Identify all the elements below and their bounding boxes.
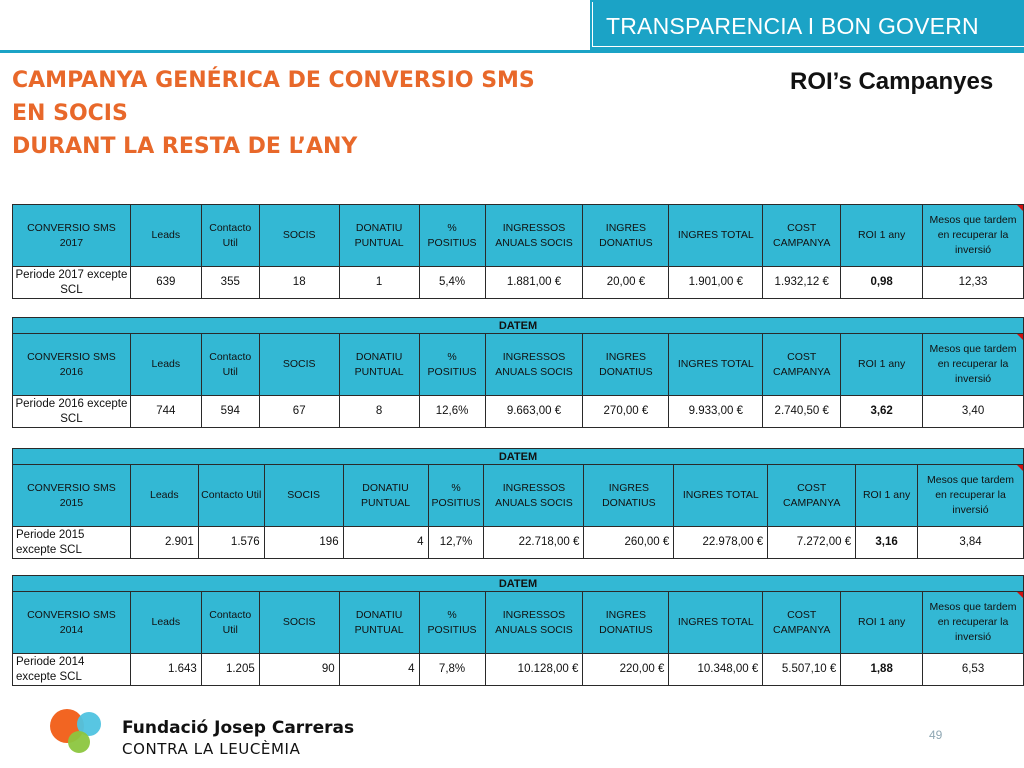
value-cell: 1.932,12 € [763, 267, 841, 299]
header-cell: CONVERSIO SMS 2017 [13, 205, 131, 267]
header-cell: COST CAMPANYA [763, 334, 841, 396]
header-cell: Mesos que tardem en recuperar la inversió [923, 592, 1024, 654]
value-cell: 1.881,00 € [485, 267, 583, 299]
header-cell: INGRES TOTAL [674, 465, 768, 527]
value-cell: 9.933,00 € [669, 396, 763, 428]
datem-row [13, 449, 1024, 465]
datem-row [13, 318, 1024, 334]
value-cell: 260,00 € [584, 527, 674, 559]
value-cell: 355 [201, 267, 259, 299]
value-cell: 1.205 [201, 654, 259, 686]
roi-table-2014 [12, 575, 1024, 686]
table-row [13, 654, 1024, 686]
value-cell: 22.718,00 € [484, 527, 584, 559]
org-name-line-1: Fundació Josep Carreras [122, 718, 355, 738]
header-cell: Mesos que tardem en recuperar la inversió [918, 465, 1024, 527]
org-name-line-2: CONTRA LA LEUCÈMIA [122, 740, 301, 758]
header-cell: CONVERSIO SMS 2016 [13, 334, 131, 396]
value-cell: 3,40 [923, 396, 1024, 428]
value-cell: 10.128,00 € [485, 654, 583, 686]
header-cell: INGRES DONATIUS [583, 334, 669, 396]
value-cell: 12,33 [923, 267, 1024, 299]
header-cell: DONATIU PUNTUAL [343, 465, 428, 527]
roi-value-cell: 3,16 [856, 527, 918, 559]
header-cell: Contacto Util [201, 205, 259, 267]
header-cell: SOCIS [259, 334, 339, 396]
header-cell: Mesos que tardem en recuperar la inversió [923, 334, 1024, 396]
table-header-row [13, 205, 1024, 267]
roi-table-2015 [12, 448, 1024, 559]
value-cell: 1.643 [130, 654, 201, 686]
page-number: 49 [929, 728, 943, 742]
value-cell: 12,6% [419, 396, 485, 428]
value-cell: 196 [264, 527, 343, 559]
header-cell: INGRES TOTAL [669, 205, 763, 267]
value-cell: 20,00 € [583, 267, 669, 299]
header-cell: Leads [130, 465, 198, 527]
header-cell: Contacto Util [198, 465, 264, 527]
table-header-row [13, 592, 1024, 654]
value-cell: 7,8% [419, 654, 485, 686]
table-row [13, 527, 1024, 559]
header-cell: Leads [130, 205, 201, 267]
value-cell: 2.740,50 € [763, 396, 841, 428]
datem-label: DATEM [13, 318, 1024, 334]
roi-value-cell: 0,98 [841, 267, 923, 299]
header-cell: % POSITIUS [419, 205, 485, 267]
value-cell: 5.507,10 € [763, 654, 841, 686]
header-cell: Contacto Util [201, 592, 259, 654]
roi-value-cell: 3,62 [841, 396, 923, 428]
header-cell: SOCIS [259, 592, 339, 654]
period-cell: Periode 2017 excepte SCL [13, 267, 131, 299]
header-cell: INGRES DONATIUS [584, 465, 674, 527]
value-cell: 639 [130, 267, 201, 299]
header-cell: % POSITIUS [419, 592, 485, 654]
header-cell: Contacto Util [201, 334, 259, 396]
roi-table-2017 [12, 204, 1024, 299]
header-rule [0, 50, 590, 53]
header-band [590, 0, 1024, 53]
value-cell: 220,00 € [583, 654, 669, 686]
header-cell: SOCIS [259, 205, 339, 267]
header-cell: SOCIS [264, 465, 343, 527]
header-cell: INGRESSOS ANUALS SOCIS [484, 465, 584, 527]
header-cell: INGRES TOTAL [669, 334, 763, 396]
header-cell: COST CAMPANYA [763, 205, 841, 267]
header-cell: INGRESSOS ANUALS SOCIS [485, 592, 583, 654]
value-cell: 744 [130, 396, 201, 428]
roi-heading: ROI’s Campanyes [790, 68, 994, 95]
value-cell: 10.348,00 € [669, 654, 763, 686]
header-cell: INGRES DONATIUS [583, 205, 669, 267]
value-cell: 594 [201, 396, 259, 428]
datem-row [13, 576, 1024, 592]
datem-label: DATEM [13, 576, 1024, 592]
header-cell: INGRESSOS ANUALS SOCIS [485, 205, 583, 267]
value-cell: 7.272,00 € [768, 527, 856, 559]
fundacio-logo-icon [48, 707, 106, 755]
period-cell: Periode 2016 excepte SCL [13, 396, 131, 428]
value-cell: 2.901 [130, 527, 198, 559]
header-cell: % POSITIUS [419, 334, 485, 396]
roi-value-cell: 1,88 [841, 654, 923, 686]
header-cell: DONATIU PUNTUAL [339, 592, 419, 654]
roi-table-2016 [12, 317, 1024, 428]
table-row [13, 267, 1024, 299]
header-cell: CONVERSIO SMS 2014 [13, 592, 131, 654]
value-cell: 12,7% [428, 527, 484, 559]
header-cell: Mesos que tardem en recuperar la inversió [923, 205, 1024, 267]
org-name [122, 718, 354, 758]
header-cell: % POSITIUS [428, 465, 484, 527]
header-cell: INGRES TOTAL [669, 592, 763, 654]
slide-title [12, 64, 535, 163]
slide-title-line-3: DURANT LA RESTA DE L’ANY [12, 134, 358, 159]
value-cell: 18 [259, 267, 339, 299]
period-cell: Periode 2014 excepte SCL [13, 654, 131, 686]
value-cell: 5,4% [419, 267, 485, 299]
header-cell: CONVERSIO SMS 2015 [13, 465, 131, 527]
header-cell: ROI 1 any [841, 334, 923, 396]
value-cell: 3,84 [918, 527, 1024, 559]
value-cell: 4 [343, 527, 428, 559]
header-cell: COST CAMPANYA [768, 465, 856, 527]
value-cell: 90 [259, 654, 339, 686]
value-cell: 22.978,00 € [674, 527, 768, 559]
slide-title-line-2: EN SOCIS [12, 101, 128, 126]
value-cell: 1 [339, 267, 419, 299]
value-cell: 4 [339, 654, 419, 686]
value-cell: 9.663,00 € [485, 396, 583, 428]
value-cell: 67 [259, 396, 339, 428]
table-header-row [13, 334, 1024, 396]
value-cell: 6,53 [923, 654, 1024, 686]
value-cell: 1.576 [198, 527, 264, 559]
header-cell: ROI 1 any [841, 592, 923, 654]
header-cell: Leads [130, 592, 201, 654]
header-cell: INGRES DONATIUS [583, 592, 669, 654]
header-cell: COST CAMPANYA [763, 592, 841, 654]
header-cell: DONATIU PUNTUAL [339, 205, 419, 267]
slide-title-line-1: CAMPANYA GENÉRICA DE CONVERSIO SMS [12, 68, 535, 93]
table-header-row [13, 465, 1024, 527]
header-cell: ROI 1 any [856, 465, 918, 527]
header-cell: ROI 1 any [841, 205, 923, 267]
logo-green-circle [68, 731, 90, 753]
table-row [13, 396, 1024, 428]
period-cell: Periode 2015 excepte SCL [13, 527, 131, 559]
header-cell: Leads [130, 334, 201, 396]
header-cell: INGRESSOS ANUALS SOCIS [485, 334, 583, 396]
header-cell: DONATIU PUNTUAL [339, 334, 419, 396]
value-cell: 1.901,00 € [669, 267, 763, 299]
value-cell: 8 [339, 396, 419, 428]
value-cell: 270,00 € [583, 396, 669, 428]
header-band-text: TRANSPARENCIA I BON GOVERN [606, 13, 979, 39]
datem-label: DATEM [13, 449, 1024, 465]
